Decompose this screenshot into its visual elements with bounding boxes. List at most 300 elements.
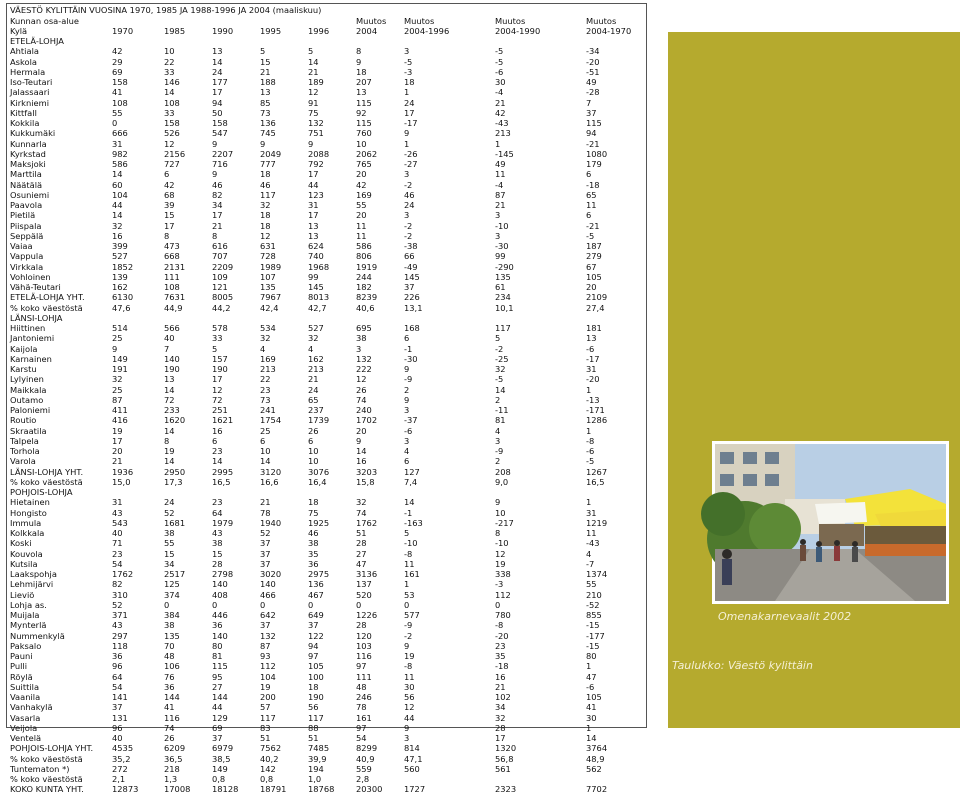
cell-value: 21 xyxy=(495,681,506,692)
cell-value xyxy=(404,36,495,46)
cell-value: 140 xyxy=(164,353,180,364)
cell-value: 41 xyxy=(164,702,175,713)
row-label: Lieviö xyxy=(10,589,35,600)
cell-value xyxy=(495,36,586,46)
cell-value: 297 xyxy=(112,630,128,641)
table-row xyxy=(10,241,640,251)
cell-value: 18 xyxy=(308,681,319,692)
row-label: Vaiaa xyxy=(10,241,33,251)
cell-value: 132 xyxy=(356,353,372,364)
table-row xyxy=(10,405,640,415)
cell-value: 14 xyxy=(404,497,415,508)
cell-value: 65 xyxy=(586,189,597,200)
row-label: Ventelä xyxy=(10,733,42,743)
cell-value: 38 xyxy=(212,538,223,549)
cell-value: 0,8 xyxy=(212,774,226,784)
table-row xyxy=(10,344,640,354)
cell-value: 44,9 xyxy=(164,302,183,313)
row-label: Kouvola xyxy=(10,548,43,559)
cell-value: 0 xyxy=(164,599,170,610)
cell-value: 1925 xyxy=(308,517,330,528)
cell-value: 8005 xyxy=(212,292,234,303)
cell-value: 35,2 xyxy=(112,753,131,764)
table-body xyxy=(10,16,640,795)
table-row xyxy=(10,477,640,487)
cell-value: 5 xyxy=(404,528,410,538)
cell-value: 520 xyxy=(356,589,372,600)
cell-value: 814 xyxy=(404,743,420,754)
cell-value: 13 xyxy=(586,333,597,344)
cell-value: 76 xyxy=(164,671,175,682)
row-label: Karnainen xyxy=(10,353,52,364)
cell-value: 42 xyxy=(495,107,506,118)
cell-value: 26 xyxy=(356,384,367,395)
table-row xyxy=(10,190,640,200)
cell-value: 28 xyxy=(356,620,367,631)
cell-value: 140 xyxy=(260,579,276,590)
cell-value: 16,6 xyxy=(260,476,279,487)
cell-value: -6 xyxy=(586,446,595,456)
cell-value: 57 xyxy=(260,702,271,713)
cell-value: -17 xyxy=(404,118,418,128)
cell-value: 28 xyxy=(495,722,506,733)
side-panel xyxy=(668,32,960,728)
row-label: Hietainen xyxy=(10,497,50,508)
cell-value: -217 xyxy=(495,517,514,528)
cell-value: 38 xyxy=(356,333,367,344)
cell-value: 8 xyxy=(356,46,362,57)
cell-value: 240 xyxy=(356,405,372,415)
row-label: Pauni xyxy=(10,651,33,661)
cell-value: 42 xyxy=(356,179,367,190)
table-row xyxy=(10,723,640,733)
cell-value: 2 xyxy=(495,456,501,467)
cell-value: 43 xyxy=(212,528,223,538)
cell-value: 117 xyxy=(260,189,276,200)
row-label: Hermala xyxy=(10,66,46,77)
row-label: Kittfall xyxy=(10,107,37,118)
cell-value: 190 xyxy=(164,364,180,374)
cell-value: 17 xyxy=(212,87,223,98)
cell-value: 244 xyxy=(356,271,372,282)
cell-value: 10 xyxy=(308,446,319,456)
cell-value: 47,6 xyxy=(112,302,131,313)
cell-value: 12 xyxy=(308,87,319,98)
cell-value: 9 xyxy=(404,722,410,733)
cell-value: 566 xyxy=(164,323,180,333)
cell-value: 158 xyxy=(164,118,180,128)
cell-value: 96 xyxy=(112,661,123,672)
table-row xyxy=(10,590,640,600)
cell-value: -20 xyxy=(586,374,600,385)
cell-value: 168 xyxy=(404,323,420,333)
table-row xyxy=(10,733,640,743)
cell-value: -5 xyxy=(586,230,595,241)
cell-value: 80 xyxy=(212,640,223,651)
cell-value xyxy=(356,36,404,46)
cell-value: 78 xyxy=(260,507,271,518)
cell-value: 9 xyxy=(212,169,218,180)
cell-value: 23 xyxy=(212,497,223,508)
cell-value: 21 xyxy=(212,220,223,231)
cell-value: 44 xyxy=(308,179,319,190)
cell-value: 226 xyxy=(404,292,420,303)
cell-value: 408 xyxy=(212,589,228,600)
cell-value: 46 xyxy=(212,179,223,190)
cell-value: 94 xyxy=(308,640,319,651)
table-row xyxy=(10,764,640,774)
cell-value: 64 xyxy=(112,671,123,682)
cell-value: 48 xyxy=(164,651,175,661)
cell-value: 158 xyxy=(112,77,128,87)
cell-value: 1 xyxy=(586,497,592,508)
cell-value: 106 xyxy=(164,661,180,672)
cell-value: 1968 xyxy=(308,261,330,272)
cell-value: 272 xyxy=(112,763,128,774)
cell-value: 1286 xyxy=(586,415,608,426)
row-label: Vohloinen xyxy=(10,271,51,282)
cell-value: 14 xyxy=(495,384,506,395)
cell-value xyxy=(308,16,356,26)
cell-value: 41 xyxy=(586,702,597,713)
cell-value xyxy=(356,313,404,323)
cell-value: 53 xyxy=(404,589,415,600)
row-label: Laakspohja xyxy=(10,569,57,579)
row-label: Karstu xyxy=(10,364,37,374)
table-row xyxy=(10,46,640,56)
cell-value: 765 xyxy=(356,159,372,169)
cell-value: 169 xyxy=(356,189,372,200)
cell-value: 6209 xyxy=(164,743,186,754)
cell-value: 115 xyxy=(356,118,372,128)
cell-value: 44,2 xyxy=(212,302,231,313)
cell-value: 11 xyxy=(586,528,597,538)
cell-value: 37 xyxy=(260,558,271,569)
cell-value: -37 xyxy=(404,415,418,426)
cell-value: 310 xyxy=(112,589,128,600)
cell-value: -7 xyxy=(586,558,595,569)
cell-value: 115 xyxy=(356,97,372,108)
row-label: Marttila xyxy=(10,169,42,180)
cell-value: 179 xyxy=(586,159,602,169)
cell-value: 10,1 xyxy=(495,302,514,313)
cell-value: 37 xyxy=(260,538,271,549)
cell-value: 19 xyxy=(404,651,415,661)
table-row xyxy=(10,456,640,466)
row-label: Piispala xyxy=(10,220,42,231)
row-label: Iso-Teutari xyxy=(10,77,53,87)
cell-value: 38 xyxy=(164,620,175,631)
cell-value: 44 xyxy=(112,200,123,210)
cell-value: 42 xyxy=(112,46,123,57)
cell-value: 0 xyxy=(495,599,501,610)
cell-value: 1727 xyxy=(404,784,426,795)
table-row xyxy=(10,385,640,395)
cell-value: 2,8 xyxy=(356,774,370,784)
table-row xyxy=(10,149,640,159)
cell-value: Muutos xyxy=(404,15,435,26)
cell-value: 43 xyxy=(112,507,123,518)
cell-value: 127 xyxy=(404,466,420,477)
cell-value: 137 xyxy=(356,579,372,590)
cell-value: 3 xyxy=(404,210,410,221)
table-row xyxy=(10,559,640,569)
cell-value: 20 xyxy=(356,169,367,180)
cell-value: 384 xyxy=(164,610,180,620)
cell-value: 6 xyxy=(586,210,592,221)
cell-value: 50 xyxy=(212,107,223,118)
row-label: Nummenkylä xyxy=(10,630,65,641)
cell-value: 1 xyxy=(404,87,410,98)
cell-value: 139 xyxy=(112,271,128,282)
cell-value: 61 xyxy=(495,282,506,292)
cell-value: 104 xyxy=(112,189,128,200)
cell-value: 145 xyxy=(308,282,324,292)
cell-value: 7 xyxy=(164,343,170,354)
row-label: Osuniemi xyxy=(10,189,50,200)
cell-value: 40,9 xyxy=(356,753,375,764)
cell-value: 745 xyxy=(260,128,276,139)
cell-value: 527 xyxy=(112,251,128,262)
cell-value: 1940 xyxy=(260,517,282,528)
cell-value: 74 xyxy=(164,722,175,733)
cell-value: 241 xyxy=(260,405,276,415)
market-scene-illustration xyxy=(715,444,946,601)
cell-value: 70 xyxy=(164,640,175,651)
cell-value: -3 xyxy=(495,579,504,590)
cell-value: 32 xyxy=(260,200,271,210)
cell-value: 855 xyxy=(586,610,602,620)
row-label: Outamo xyxy=(10,394,44,405)
cell-value: 111 xyxy=(356,671,372,682)
cell-value xyxy=(586,313,640,323)
cell-value: 15,0 xyxy=(112,476,131,487)
cell-value: 534 xyxy=(260,323,276,333)
cell-value: 69 xyxy=(212,722,223,733)
cell-value: 136 xyxy=(260,118,276,128)
market-photo xyxy=(712,441,949,604)
cell-value: 8 xyxy=(212,230,218,241)
photo-caption: Omenakarnevaalit 2002 xyxy=(718,610,852,623)
cell-value: Muutos xyxy=(356,15,387,26)
cell-value: 9 xyxy=(308,138,314,149)
table-row xyxy=(10,57,640,67)
cell-value: 55 xyxy=(586,579,597,590)
cell-value: 92 xyxy=(356,107,367,118)
table-row xyxy=(10,487,640,497)
table-row xyxy=(10,262,640,272)
cell-value: 13 xyxy=(308,220,319,231)
cell-value: 2323 xyxy=(495,784,517,795)
table-row xyxy=(10,508,640,518)
row-label: Lylyinen xyxy=(10,374,44,385)
row-label: Kukkumäki xyxy=(10,128,56,139)
cell-value: 158 xyxy=(212,118,228,128)
cell-value: 7 xyxy=(586,97,592,108)
cell-value: 97 xyxy=(356,661,367,672)
cell-value: -20 xyxy=(586,56,600,67)
cell-value: 132 xyxy=(260,630,276,641)
cell-value: 23 xyxy=(495,640,506,651)
cell-value: 1374 xyxy=(586,569,608,579)
cell-value: 81 xyxy=(495,415,506,426)
cell-value: 213 xyxy=(260,364,276,374)
table-row xyxy=(10,303,640,313)
cell-value: 11 xyxy=(404,671,415,682)
row-label: Paavola xyxy=(10,200,43,210)
row-label: Lehmijärvi xyxy=(10,579,54,590)
cell-value: 13 xyxy=(164,374,175,385)
cell-value: 17 xyxy=(112,435,123,446)
cell-value: 20 xyxy=(356,210,367,221)
cell-value: 73 xyxy=(260,394,271,405)
cell-value: 1267 xyxy=(586,466,608,477)
cell-value: 1762 xyxy=(356,517,378,528)
cell-value: 16 xyxy=(356,456,367,467)
cell-value: 68 xyxy=(164,189,175,200)
cell-value: 11 xyxy=(495,169,506,180)
cell-value: 0 xyxy=(112,118,118,128)
cell-value: 16 xyxy=(112,230,123,241)
cell-value: 14 xyxy=(356,446,367,456)
cell-value: -34 xyxy=(586,46,600,57)
cell-value: 21 xyxy=(112,456,123,467)
cell-value: 10 xyxy=(164,46,175,57)
cell-value: 792 xyxy=(308,159,324,169)
cell-value: 149 xyxy=(112,353,128,364)
cell-value: 578 xyxy=(212,323,228,333)
row-label: Varola xyxy=(10,456,36,467)
cell-value: 547 xyxy=(212,128,228,139)
cell-value: 6 xyxy=(212,435,218,446)
cell-value: 3764 xyxy=(586,743,608,754)
table-row xyxy=(10,364,640,374)
cell-value: 6 xyxy=(404,456,410,467)
table-row xyxy=(10,251,640,261)
cell-value: 1989 xyxy=(260,261,282,272)
cell-value: 33 xyxy=(164,66,175,77)
row-label: Vähä-Teutari xyxy=(10,282,61,292)
row-label: Maksjoki xyxy=(10,159,46,169)
cell-value: 15 xyxy=(164,210,175,221)
cell-value: 3 xyxy=(404,169,410,180)
cell-value: 1985 xyxy=(164,25,186,36)
cell-value: 105 xyxy=(586,271,602,282)
cell-value: 7485 xyxy=(308,743,330,754)
cell-value: -9 xyxy=(495,446,504,456)
cell-value: 0 xyxy=(404,599,410,610)
cell-value: 695 xyxy=(356,323,372,333)
cell-value: 586 xyxy=(112,159,128,169)
cell-value: 37 xyxy=(404,282,415,292)
cell-value: 31 xyxy=(112,497,123,508)
cell-value: 222 xyxy=(356,364,372,374)
cell-value: 371 xyxy=(112,610,128,620)
cell-value: 99 xyxy=(308,271,319,282)
cell-value: 210 xyxy=(586,589,602,600)
cell-value: -13 xyxy=(586,394,600,405)
cell-value: 32 xyxy=(356,497,367,508)
row-label: Paloniemi xyxy=(10,405,51,415)
cell-value: 3076 xyxy=(308,466,330,477)
cell-value: 100 xyxy=(308,671,324,682)
cell-value: 25 xyxy=(112,333,123,344)
cell-value: 42,4 xyxy=(260,302,279,313)
cell-value: 16 xyxy=(212,425,223,436)
cell-value xyxy=(112,313,164,323)
cell-value: 40 xyxy=(112,528,123,538)
cell-value: 55 xyxy=(356,200,367,210)
cell-value: 1762 xyxy=(112,569,134,579)
table-row xyxy=(10,446,640,456)
cell-value: 81 xyxy=(212,651,223,661)
row-label: ETELÄ-LOHJA YHT. xyxy=(10,292,85,303)
cell-value xyxy=(260,487,308,497)
row-label: Ahtiala xyxy=(10,46,39,57)
cell-value: 9,0 xyxy=(495,476,509,487)
cell-value: -28 xyxy=(586,87,600,98)
row-label: Hiittinen xyxy=(10,323,46,333)
cell-value: 411 xyxy=(112,405,128,415)
cell-value: 1,3 xyxy=(164,774,178,784)
cell-value: 32 xyxy=(112,374,123,385)
cell-value: 9 xyxy=(404,394,410,405)
cell-value: 74 xyxy=(356,394,367,405)
cell-value: 37 xyxy=(112,702,123,713)
cell-value: 2049 xyxy=(260,148,282,159)
table-row xyxy=(10,323,640,333)
table-row xyxy=(10,436,640,446)
table-row xyxy=(10,713,640,723)
cell-value: 18 xyxy=(260,210,271,221)
row-label: Kirkniemi xyxy=(10,97,50,108)
cell-value: 102 xyxy=(495,692,511,702)
cell-value: 140 xyxy=(212,579,228,590)
cell-value: 4 xyxy=(404,446,410,456)
cell-value: 182 xyxy=(356,282,372,292)
table-row xyxy=(10,672,640,682)
cell-value: 12 xyxy=(212,384,223,395)
cell-value: 88 xyxy=(308,722,319,733)
cell-value: 27 xyxy=(356,548,367,559)
cell-value: 9 xyxy=(356,56,362,67)
cell-value: 40,2 xyxy=(260,753,279,764)
cell-value: 187 xyxy=(586,241,602,251)
cell-value xyxy=(495,313,586,323)
cell-value: 251 xyxy=(212,405,228,415)
cell-value: 111 xyxy=(164,271,180,282)
cell-value: 142 xyxy=(260,763,276,774)
cell-value: 3 xyxy=(495,230,501,241)
cell-value: 37 xyxy=(260,548,271,559)
cell-value xyxy=(164,16,212,26)
table-row xyxy=(10,661,640,671)
cell-value: -20 xyxy=(495,630,509,641)
cell-value: 279 xyxy=(586,251,602,262)
cell-value: 36,5 xyxy=(164,753,183,764)
cell-value: 14 xyxy=(212,456,223,467)
cell-value: 47,1 xyxy=(404,753,423,764)
table-row xyxy=(10,610,640,620)
cell-value: 28 xyxy=(356,538,367,549)
cell-value: 514 xyxy=(112,323,128,333)
cell-value: 44 xyxy=(404,712,415,723)
cell-value: 14 xyxy=(260,456,271,467)
table-row xyxy=(10,118,640,128)
cell-value: 115 xyxy=(586,118,602,128)
cell-value: 18128 xyxy=(212,784,239,795)
cell-value: 446 xyxy=(212,610,228,620)
